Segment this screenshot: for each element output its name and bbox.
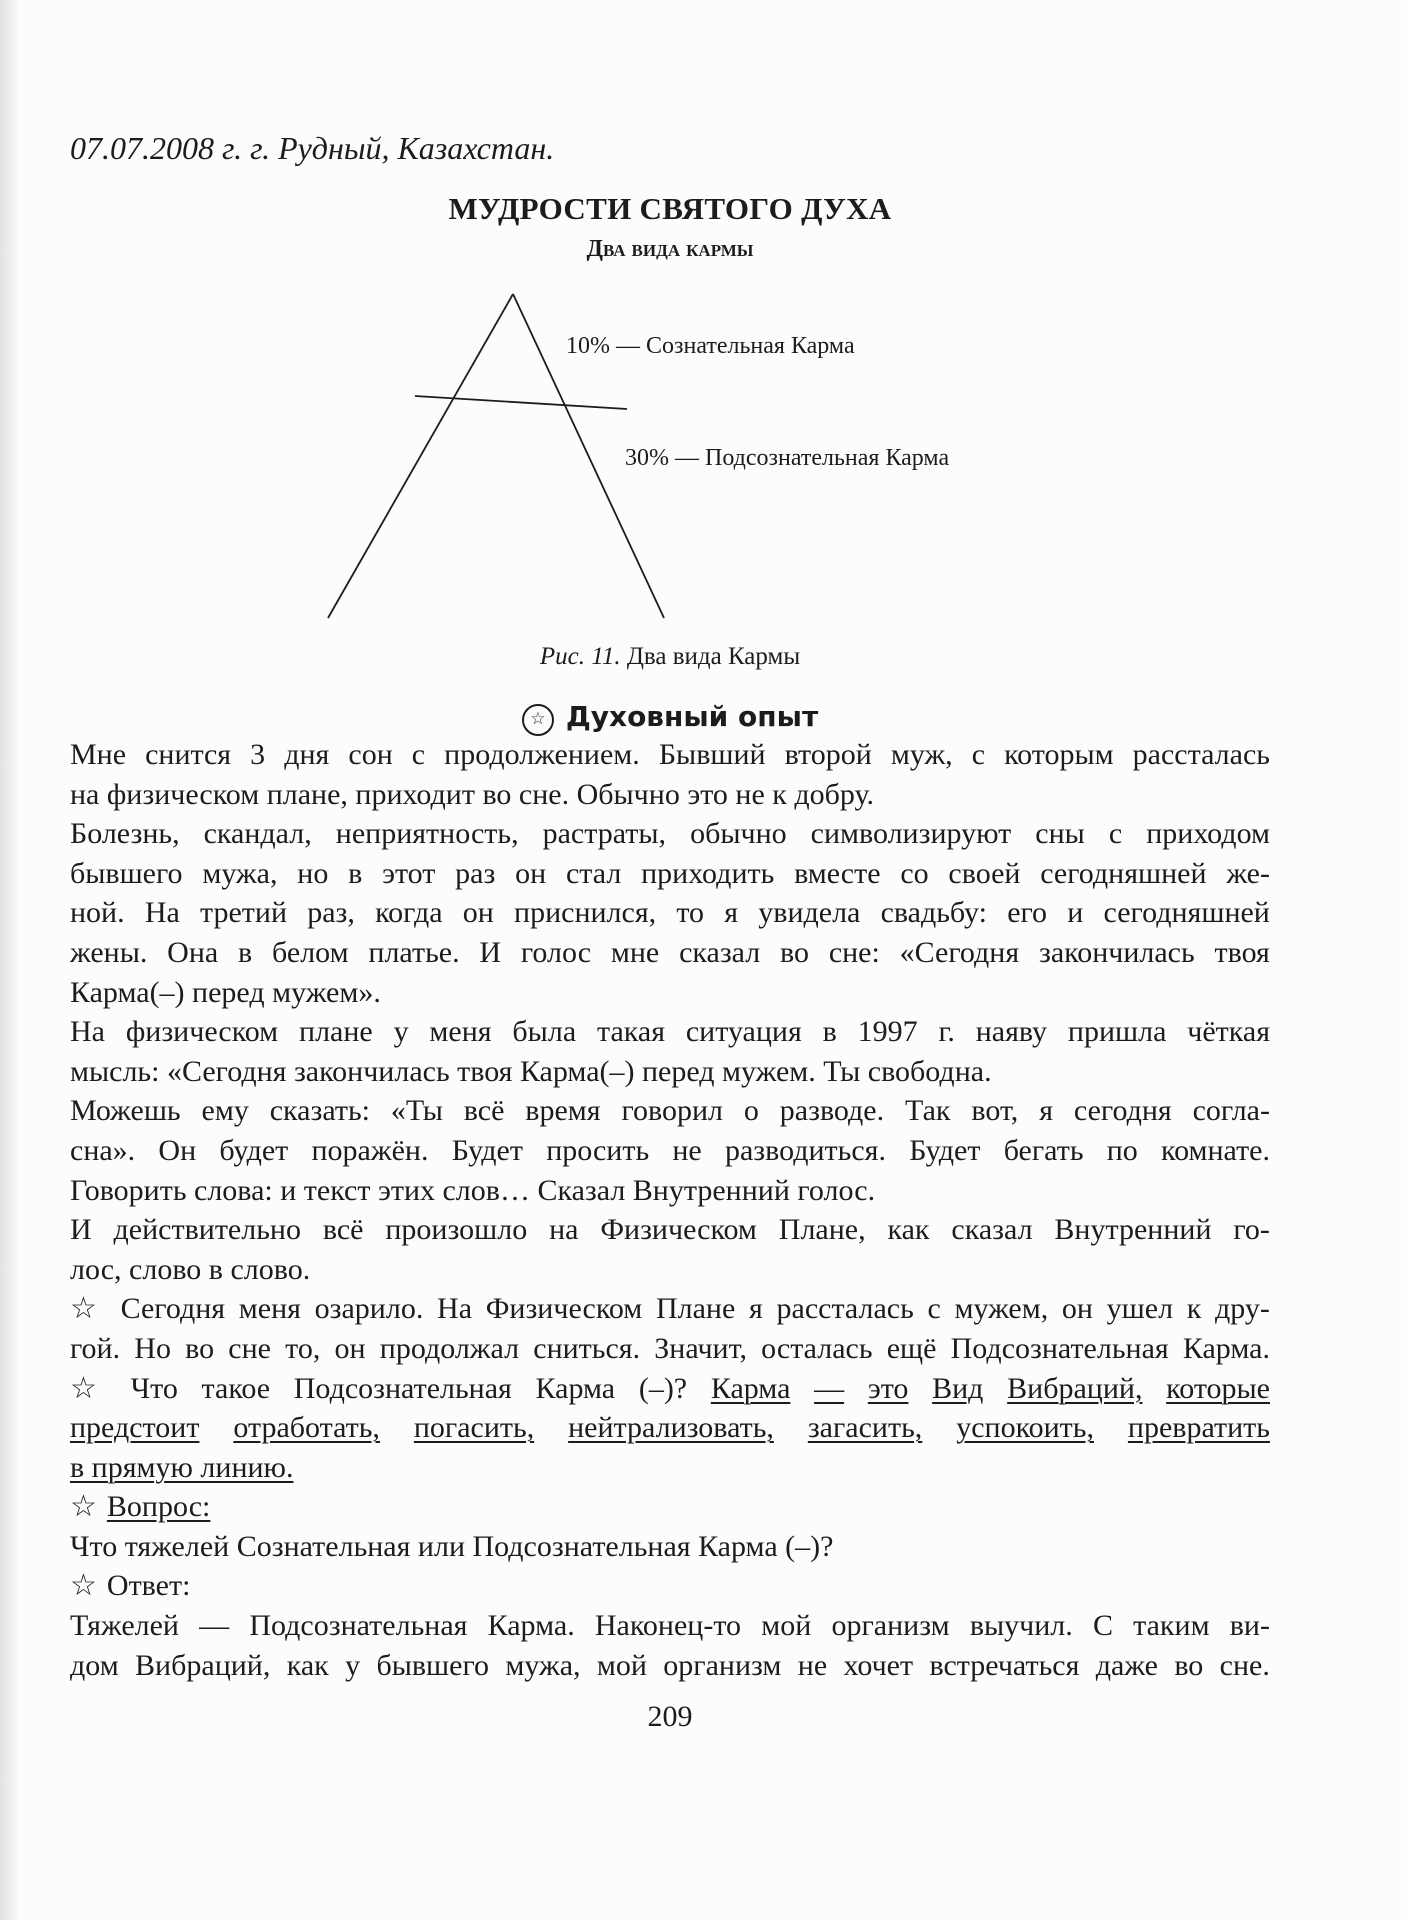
word: сон (348, 738, 393, 771)
word: 1997 (857, 1015, 918, 1049)
word: На (70, 1015, 105, 1049)
word: по (1106, 1133, 1138, 1167)
word: символизируют (810, 817, 1012, 851)
line-text: Что тяжелей Сознательная или Подсознательная Карма (–)? (70, 1529, 834, 1563)
word: сказал (951, 1213, 1033, 1247)
word: к (1186, 1292, 1202, 1326)
word: Будет (451, 1133, 523, 1167)
word: всё (463, 1094, 505, 1128)
word: он (462, 896, 494, 930)
word: время (525, 1094, 601, 1128)
word: Будет (909, 1133, 981, 1167)
text-line (70, 893, 1270, 933)
word: Тяжелей (70, 1609, 179, 1643)
word: же- (1226, 856, 1270, 890)
word: мой (596, 1648, 647, 1682)
word: меня (429, 1015, 492, 1049)
word: и (1067, 896, 1084, 930)
word: как (286, 1648, 329, 1682)
word: Вибраций, (135, 1648, 271, 1682)
word: сне. (1219, 1648, 1270, 1682)
line-content (70, 1408, 1270, 1448)
text-line (70, 1369, 1270, 1409)
word: в (822, 1015, 837, 1049)
text-line (70, 735, 1270, 775)
word: ещё (886, 1331, 937, 1365)
line-content (70, 1606, 1270, 1646)
word: Карма. (1182, 1331, 1270, 1365)
word: ему (201, 1094, 249, 1128)
star-icon: ☆ (70, 1490, 97, 1524)
word: вместе (794, 856, 881, 890)
line-content (70, 1174, 875, 1207)
line-content (70, 1253, 310, 1286)
word: Подсознательная (249, 1609, 468, 1643)
word: «Сегодня (899, 935, 1020, 969)
word: неприятность, (335, 817, 519, 851)
word: выучил. (969, 1609, 1073, 1643)
word: разводиться. (724, 1133, 886, 1167)
word: Но (134, 1331, 171, 1365)
word: со (900, 856, 929, 890)
underlined-text: в прямую линию. (70, 1450, 294, 1484)
word: такое (201, 1371, 271, 1405)
word: 3 (250, 738, 266, 771)
word: С (1092, 1609, 1113, 1643)
karma-divider-line (415, 396, 627, 409)
text-line (70, 1606, 1270, 1646)
text-line (70, 1487, 1270, 1527)
page-subtitle: Два вида кармы (586, 236, 754, 262)
word: Болезнь, (70, 817, 180, 851)
word: Плане, (778, 1213, 866, 1247)
word: которые (1166, 1371, 1270, 1405)
word: мужа, (505, 1648, 581, 1682)
word: жены. (70, 935, 148, 969)
word: Вибраций, (1007, 1371, 1143, 1405)
word: Он (158, 1133, 197, 1167)
line-content (70, 1490, 210, 1523)
word: приходить (641, 856, 775, 890)
word: продолжал (379, 1331, 520, 1365)
line-content (70, 893, 1270, 933)
word: у (345, 1648, 361, 1682)
word: стал (565, 856, 622, 890)
word: второй (784, 738, 872, 771)
word: с (971, 738, 986, 771)
word: не (797, 1648, 828, 1682)
line-content (70, 854, 1270, 894)
word: На (144, 896, 180, 930)
word: это (867, 1371, 909, 1405)
word: погасить, (413, 1411, 535, 1445)
word: растраты, (542, 817, 667, 851)
word: Карма (710, 1371, 791, 1405)
word: сниться. (533, 1331, 641, 1365)
underlined-text: Вопрос: (106, 1490, 211, 1524)
word: дом (70, 1648, 119, 1682)
word: мужа, (202, 856, 278, 890)
line-content (70, 814, 1270, 854)
word: когда (375, 896, 443, 930)
text-line (70, 814, 1270, 854)
line-content (70, 1091, 1270, 1131)
line-content (70, 1210, 1270, 1250)
word: муж, (890, 738, 953, 771)
line-content (70, 1131, 1270, 1171)
word: говорил (621, 1094, 723, 1128)
word: третий (200, 896, 288, 930)
line-content (70, 933, 1270, 973)
word: разводе. (779, 1094, 885, 1128)
word: я (724, 896, 739, 930)
word: продолжением. (444, 738, 640, 771)
word: бывшего (70, 856, 183, 890)
word: белом (272, 935, 349, 969)
word: озарило. (314, 1292, 424, 1326)
word: На (437, 1292, 473, 1326)
triangle-left-side (328, 294, 513, 618)
line-content (70, 1569, 190, 1602)
word: чёткая (1187, 1015, 1270, 1049)
word: он (1061, 1292, 1093, 1326)
line-content (70, 1012, 1270, 1052)
word: Плане (655, 1292, 736, 1326)
word: всё (322, 1213, 364, 1247)
word: Внутренний (1054, 1213, 1212, 1247)
word: раз (455, 856, 496, 890)
word: сне (228, 1331, 271, 1365)
word: но (297, 856, 329, 890)
figure-caption (0, 643, 1340, 671)
word: ситуация (685, 1015, 802, 1049)
word: го- (1233, 1213, 1270, 1247)
word: даже (1095, 1648, 1158, 1682)
word: Бывший (658, 738, 766, 771)
word: во (780, 935, 809, 969)
line-content (70, 1530, 833, 1563)
line-text: на физическом плане, приходит во сне. Обычно это не к добру. (70, 777, 874, 811)
text-line (70, 1329, 1270, 1369)
line-content (70, 976, 381, 1009)
word: ви- (1229, 1609, 1270, 1643)
line-text: лос, слово в слово. (70, 1252, 311, 1286)
text-line (70, 1408, 1270, 1448)
word: таким (1133, 1609, 1210, 1643)
word: Она (167, 935, 219, 969)
word: мужем, (954, 1292, 1049, 1326)
word: Физическом (485, 1292, 643, 1326)
word: И (479, 935, 502, 969)
word: он (334, 1331, 366, 1365)
word: то (676, 896, 705, 930)
word: Наконец-то (594, 1609, 742, 1643)
line-text: мысль: «Сегодня закончилась твоя Карма(–) перед мужем. Ты свободна. (70, 1054, 992, 1088)
word: дру- (1215, 1292, 1270, 1326)
word: то, (285, 1331, 321, 1365)
word: комнате. (1161, 1133, 1270, 1167)
text-line (70, 1052, 1270, 1092)
page-title: МУДРОСТИ СВЯТОГО ДУХА (448, 191, 892, 226)
word: с (411, 738, 426, 771)
text-line (70, 1131, 1270, 1171)
page-number: 209 (647, 1700, 693, 1733)
word: просить (546, 1133, 650, 1167)
text-line (70, 854, 1270, 894)
word: г. (938, 1015, 955, 1049)
word: в (348, 856, 363, 890)
word: приходом (1146, 817, 1270, 851)
text-line (70, 1646, 1270, 1686)
word: Значит, (654, 1331, 747, 1365)
line-content (70, 1055, 992, 1088)
word: твоя (1214, 935, 1270, 969)
text-line (70, 775, 1270, 815)
word: закончилась (1038, 935, 1195, 969)
word: снится (145, 738, 232, 771)
word: рассталась (1132, 738, 1270, 771)
line-content (70, 778, 874, 811)
line-content (70, 1451, 293, 1484)
word: будет (219, 1133, 289, 1167)
text-line (70, 1250, 1270, 1290)
word: такая (596, 1015, 666, 1049)
karma-triangle-diagram (0, 0, 1407, 640)
word: в (238, 935, 253, 969)
line-content (70, 735, 1270, 775)
body-text (70, 735, 1270, 1685)
text-line (70, 1448, 1270, 1488)
word: (–)? (638, 1371, 688, 1405)
word: свадьбу: (880, 896, 987, 930)
word: И (70, 1213, 92, 1247)
word: меня (238, 1292, 301, 1326)
word: как (887, 1213, 930, 1247)
word: Мне (70, 738, 127, 771)
word: ной. (70, 896, 125, 930)
word: я (1039, 1094, 1053, 1128)
word: ушел (1106, 1292, 1174, 1326)
word: встречаться (929, 1648, 1080, 1682)
word: Физическом (600, 1213, 757, 1247)
line-text: Карма(–) перед мужем». (70, 975, 381, 1009)
text-line (70, 1171, 1270, 1211)
word: бегать (1003, 1133, 1084, 1167)
word: во (1174, 1648, 1204, 1682)
word: организм (831, 1609, 950, 1643)
word: загасить, (807, 1411, 923, 1445)
word: — (814, 1371, 845, 1405)
word: сегодня (1073, 1094, 1172, 1128)
line-content (70, 1369, 1270, 1409)
line-content (70, 1646, 1270, 1686)
text-line (70, 1289, 1270, 1329)
word: сказать: (269, 1094, 370, 1128)
word: Сегодня (120, 1292, 226, 1326)
word: Подсознательная (950, 1331, 1169, 1365)
word: превратить (1127, 1411, 1270, 1445)
word: наяву (975, 1015, 1048, 1049)
text-line (70, 1527, 1270, 1567)
word: согла- (1192, 1094, 1270, 1128)
word: Что (130, 1371, 178, 1405)
word: действительно (113, 1213, 301, 1247)
figure-caption-text: Два вида Кармы (620, 643, 801, 670)
word: мне (610, 935, 660, 969)
word: физическом (125, 1015, 279, 1049)
word: не (672, 1133, 702, 1167)
line-text: Ответ: (106, 1569, 191, 1603)
text-line (70, 933, 1270, 973)
star-icon: ☆ (70, 1569, 97, 1603)
word: успокоить, (956, 1411, 1094, 1445)
word: поражён. (311, 1133, 429, 1167)
word: он (515, 856, 547, 890)
star-icon: ☆ (70, 1371, 97, 1405)
word: пришла (1067, 1015, 1167, 1049)
word: голос (520, 935, 592, 969)
subconscious-karma-label: 30% — Подсознательная Карма (625, 445, 950, 471)
word: организм (663, 1648, 782, 1682)
place-date: 07.07.2008 г. г. Рудный, Казахстан. (70, 130, 555, 166)
conscious-karma-label: 10% — Сознательная Карма (566, 333, 855, 359)
word: о (743, 1094, 759, 1128)
word: сны (1035, 817, 1085, 851)
word: его (1007, 896, 1048, 930)
word: — (199, 1609, 230, 1643)
word: предстоит (70, 1411, 200, 1445)
word: с (1108, 817, 1123, 851)
line-content (70, 1329, 1270, 1369)
figure-number: Рис. 11. (539, 643, 621, 670)
word: Карма (535, 1371, 616, 1405)
word: во (185, 1331, 215, 1365)
line-text: Говорить слова: и текст этих слов… Сказал Внутренний голос. (70, 1173, 876, 1207)
word: у (393, 1015, 409, 1049)
word: вот, (971, 1094, 1019, 1128)
word: сегодняшней (1040, 856, 1207, 890)
text-line (70, 1566, 1270, 1606)
star-in-circle-icon: ☆ (522, 704, 554, 736)
word: сне: (828, 935, 880, 969)
word: сегодняшней (1103, 896, 1270, 930)
text-line (70, 1012, 1270, 1052)
line-content (70, 1289, 1270, 1329)
star-icon: ☆ (70, 1292, 97, 1326)
word: раз, (307, 896, 355, 930)
word: Подсознательная (293, 1371, 512, 1405)
word: увидела (758, 896, 861, 930)
section-heading (0, 700, 1340, 736)
word: сна». (70, 1133, 136, 1167)
word: плане (299, 1015, 373, 1049)
word: отработать, (233, 1411, 380, 1445)
word: осталась (761, 1331, 873, 1365)
word: хочет (843, 1648, 914, 1682)
word: нейтрализовать, (568, 1411, 774, 1445)
word: этот (382, 856, 436, 890)
word: дня (284, 738, 330, 771)
word: платье. (368, 935, 460, 969)
word: мой (761, 1609, 812, 1643)
text-line (70, 973, 1270, 1013)
word: я (749, 1292, 763, 1326)
word: произошло (385, 1213, 528, 1247)
text-line (70, 1210, 1270, 1250)
section-heading-text: Духовный опыт (565, 700, 819, 733)
text-line (70, 1091, 1270, 1131)
word: бывшего (376, 1648, 490, 1682)
word: Можешь (70, 1094, 181, 1128)
word: с (927, 1292, 941, 1326)
word: гой. (70, 1331, 121, 1365)
word: на (549, 1213, 579, 1247)
word: сказал (679, 935, 761, 969)
word: Так (905, 1094, 951, 1128)
word: приснился, (514, 896, 657, 930)
word: «Ты (390, 1094, 443, 1128)
word: Карма. (487, 1609, 575, 1643)
word: своей (948, 856, 1021, 890)
word: Вид (932, 1371, 984, 1405)
word: скандал, (203, 817, 312, 851)
word: была (512, 1015, 577, 1049)
word: обычно (690, 817, 787, 851)
word: которым (1004, 738, 1114, 771)
word: рассталась (776, 1292, 914, 1326)
